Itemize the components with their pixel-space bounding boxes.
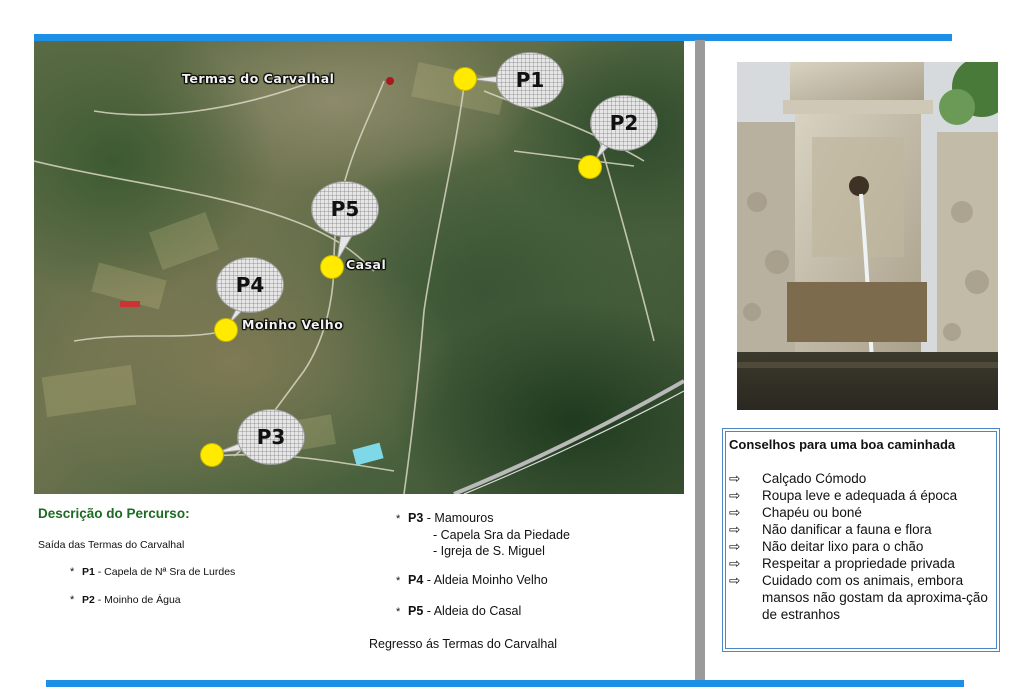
vertical-divider: [695, 40, 705, 680]
point-marker-p1[interactable]: [454, 68, 476, 90]
tip-item: ⇨ Roupa leve e adequada á época: [729, 488, 958, 503]
asterisk-icon: *: [70, 566, 75, 578]
tip-item: ⇨ Calçado Cómodo: [729, 471, 867, 486]
fountain-photo: [737, 62, 998, 410]
route-item-p4: * P4 - Aldeia Moinho Velho: [396, 573, 548, 587]
right-arrow-icon: ⇨: [729, 573, 741, 588]
tip-item: ⇨ Respeitar a propriedade privada: [729, 556, 955, 571]
bubble-p5: P5: [311, 181, 379, 237]
right-arrow-icon: ⇨: [729, 488, 741, 503]
route-item-p3-sub2: - Igreja de S. Miguel: [433, 544, 545, 558]
asterisk-icon: *: [396, 575, 401, 587]
tip-item: ⇨ Não deitar lixo para o chão: [729, 539, 924, 554]
route-item-p5: * P5 - Aldeia do Casal: [396, 604, 522, 618]
tip-item: ⇨ Chapéu ou boné: [729, 505, 862, 520]
tips-list: [729, 470, 993, 623]
asterisk-icon: *: [396, 513, 401, 525]
right-arrow-icon: ⇨: [729, 522, 741, 537]
place-label-termas: Termas do Carvalhal: [182, 71, 335, 86]
top-accent-bar: [34, 34, 952, 41]
right-arrow-icon: ⇨: [729, 539, 741, 554]
right-arrow-icon: ⇨: [729, 556, 741, 571]
asterisk-icon: *: [396, 606, 401, 618]
route-item-p1: * P1 - Capela de Nª Sra de Lurdes: [70, 566, 236, 578]
bottom-accent-bar: [46, 680, 964, 687]
route-start: Saída das Termas do Carvalhal: [38, 539, 185, 551]
point-marker-p5[interactable]: [321, 256, 343, 278]
point-marker-p3[interactable]: [201, 444, 223, 466]
point-marker-p2[interactable]: [579, 156, 601, 178]
point-marker-p4[interactable]: [215, 319, 237, 341]
route-item-p2: * P2 - Moinho de Água: [70, 594, 181, 606]
bubble-p1: P1: [496, 52, 564, 108]
route-item-p3: * P3 - Mamouros: [396, 511, 494, 525]
bubble-p4: P4: [216, 257, 284, 313]
description-title: Descrição do Percurso:: [38, 506, 190, 521]
tips-title: Conselhos para uma boa caminhada: [729, 437, 956, 452]
right-arrow-icon: ⇨: [729, 471, 741, 486]
bubble-p2: P2: [590, 95, 658, 151]
route-item-p3-sub1: - Capela Sra da Piedade: [433, 528, 570, 542]
place-label-moinho-velho: Moinho Velho: [242, 317, 344, 332]
fountain-illustration: [737, 62, 998, 410]
right-arrow-icon: ⇨: [729, 505, 741, 520]
place-label-casal: Casal: [346, 257, 387, 272]
route-return: Regresso ás Termas do Carvalhal: [369, 637, 558, 651]
tip-item: ⇨ Cuidado com os animais, embora mansos não gostam da aproxima-ção de estranhos: [729, 573, 988, 622]
asterisk-icon: *: [70, 594, 75, 606]
route-map: [34, 41, 684, 494]
walking-tips-box: [722, 428, 1000, 652]
tip-item: ⇨ Não danificar a fauna e flora: [729, 522, 932, 537]
bubble-p3: P3: [237, 409, 305, 465]
